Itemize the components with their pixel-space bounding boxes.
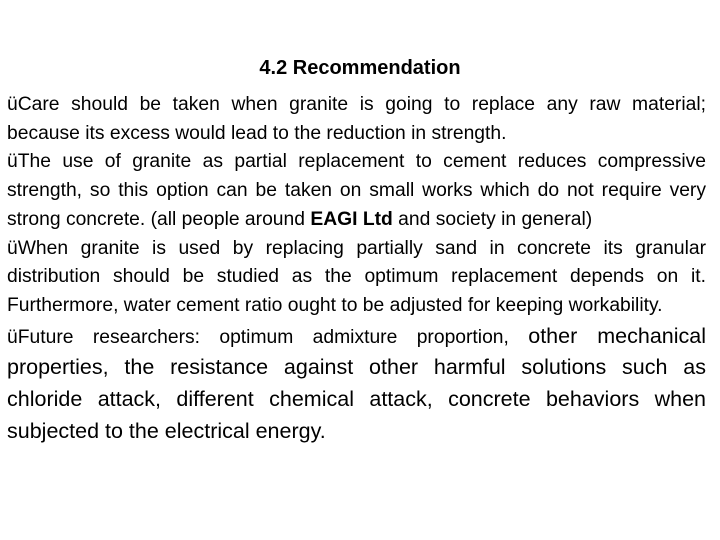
recommendation-point-4 bbox=[7, 321, 706, 448]
recommendation-body bbox=[7, 91, 706, 447]
company-name: EAGI Ltd bbox=[310, 208, 393, 230]
point-4-text-continued: other mechanical properties, the resistance against other harmful solutions such as chloride attack, different chemical attack, concrete behaviors when subjected to the electrical energy. bbox=[7, 323, 706, 443]
check-mark-icon: ü bbox=[7, 94, 18, 115]
check-mark-icon: ü bbox=[7, 326, 18, 348]
recommendation-point-3 bbox=[7, 235, 706, 321]
recommendation-point-1 bbox=[7, 91, 706, 148]
check-mark-icon: ü bbox=[7, 237, 18, 259]
point-4-text: Future researchers: optimum admixture proportion, bbox=[17, 326, 529, 348]
point-2-text: The use of granite as partial replacement to cement reduces compressive strength, so this option can be taken on small works which do not require very strong concrete. (all people around bbox=[7, 151, 706, 230]
check-mark-icon: ü bbox=[7, 151, 18, 173]
point-1-text: Care should be taken when granite is going to replace any raw material; because its excess would lead to the reduction in strength. bbox=[7, 94, 706, 144]
slide-title: 4.2 Recommendation bbox=[259, 57, 461, 79]
point-2-text-end: and society in general) bbox=[392, 208, 593, 230]
recommendation-point-2 bbox=[7, 148, 706, 234]
point-3-text: When granite is used by replacing partially sand in concrete its granular distribution should be studied as the optimum replacement depends on it. Furthermore, water cement ratio ought to be adjusted for keeping workability. bbox=[7, 237, 706, 316]
